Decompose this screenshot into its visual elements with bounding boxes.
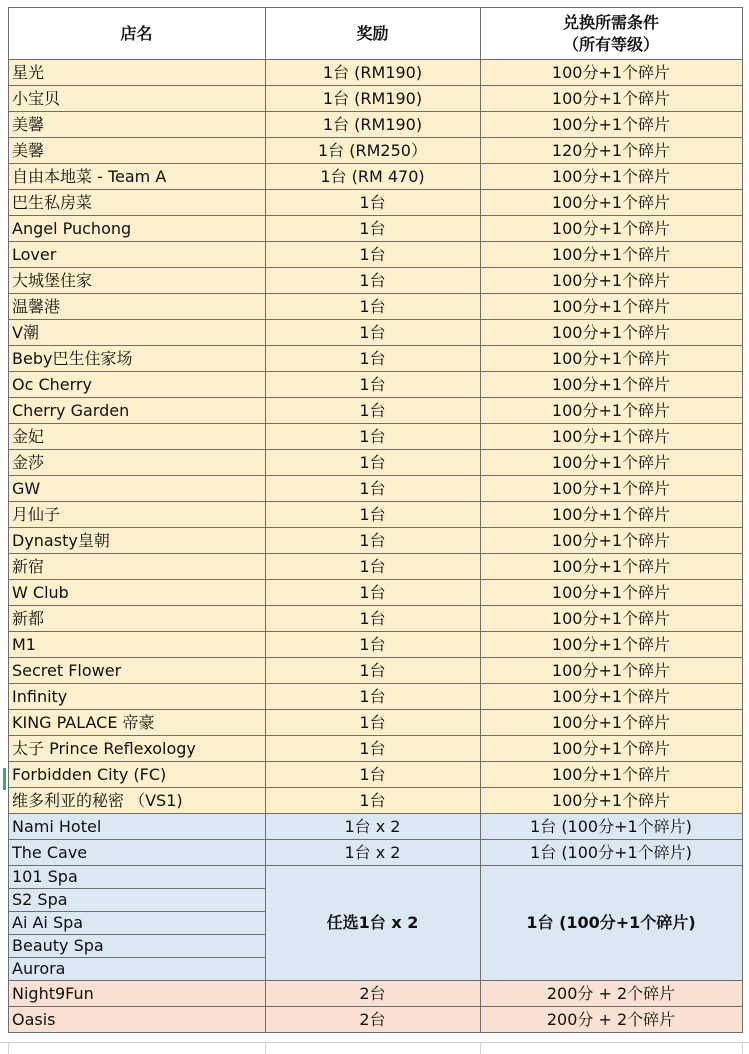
table-row bbox=[9, 138, 743, 164]
reward-cell[interactable]: 1台 bbox=[266, 242, 481, 268]
table-row bbox=[9, 840, 743, 866]
store-name-cell[interactable]: 新都 bbox=[9, 606, 266, 632]
condition-cell[interactable]: 100分+1个碎片 bbox=[481, 424, 743, 450]
condition-cell[interactable]: 100分+1个碎片 bbox=[481, 580, 743, 606]
reward-cell[interactable]: 1台 bbox=[266, 788, 481, 814]
condition-cell[interactable]: 100分+1个碎片 bbox=[481, 450, 743, 476]
reward-cell[interactable]: 1台 bbox=[266, 554, 481, 580]
store-name-cell[interactable]: Forbidden City (FC) bbox=[9, 762, 266, 788]
spa-reward-cell[interactable]: 任选1台 x 2 bbox=[266, 866, 481, 981]
header-row bbox=[9, 8, 743, 60]
header-store-name: 店名 bbox=[9, 8, 266, 60]
table-row bbox=[9, 268, 743, 294]
store-name-cell[interactable]: Dynasty皇朝 bbox=[9, 528, 266, 554]
condition-cell[interactable]: 120分+1个碎片 bbox=[481, 138, 743, 164]
condition-cell[interactable]: 1台 (100分+1个碎片) bbox=[481, 814, 743, 840]
store-name-cell[interactable]: Secret Flower bbox=[9, 658, 266, 684]
reward-cell[interactable]: 1台 bbox=[266, 632, 481, 658]
store-name-cell[interactable]: GW bbox=[9, 476, 266, 502]
condition-cell[interactable]: 100分+1个碎片 bbox=[481, 346, 743, 372]
condition-cell[interactable]: 100分+1个碎片 bbox=[481, 736, 743, 762]
condition-cell[interactable]: 100分+1个碎片 bbox=[481, 684, 743, 710]
spa-condition-cell[interactable]: 1台 (100分+1个碎片) bbox=[481, 866, 743, 981]
spa-name-cell[interactable]: Aurora bbox=[9, 958, 266, 981]
condition-cell[interactable]: 100分+1个碎片 bbox=[481, 710, 743, 736]
table-row bbox=[9, 242, 743, 268]
reward-cell[interactable]: 2台 bbox=[266, 1007, 481, 1033]
reward-cell[interactable]: 1台 bbox=[266, 528, 481, 554]
selected-row-marker bbox=[3, 768, 6, 790]
reward-cell[interactable]: 1台 bbox=[266, 346, 481, 372]
table-row bbox=[9, 320, 743, 346]
condition-cell[interactable]: 100分+1个碎片 bbox=[481, 112, 743, 138]
table-row bbox=[9, 190, 743, 216]
spa-name-cell[interactable]: S2 Spa bbox=[9, 889, 266, 912]
reward-cell[interactable]: 1台 (RM190) bbox=[266, 60, 481, 86]
reward-cell[interactable]: 1台 bbox=[266, 372, 481, 398]
reward-cell[interactable]: 1台 (RM190) bbox=[266, 112, 481, 138]
table-row bbox=[9, 710, 743, 736]
condition-cell[interactable]: 100分+1个碎片 bbox=[481, 606, 743, 632]
store-name-cell[interactable]: 自由本地菜 - Team A bbox=[9, 164, 266, 190]
store-name-cell[interactable]: M1 bbox=[9, 632, 266, 658]
store-name-cell[interactable]: Lover bbox=[9, 242, 266, 268]
table-row bbox=[9, 112, 743, 138]
condition-cell[interactable]: 100分+1个碎片 bbox=[481, 554, 743, 580]
condition-cell[interactable]: 100分+1个碎片 bbox=[481, 242, 743, 268]
table-row bbox=[9, 606, 743, 632]
reward-cell[interactable]: 1台 bbox=[266, 658, 481, 684]
table-row bbox=[9, 684, 743, 710]
condition-cell[interactable]: 100分+1个碎片 bbox=[481, 632, 743, 658]
table-row bbox=[9, 981, 743, 1007]
store-name-cell[interactable]: Cherry Garden bbox=[9, 398, 266, 424]
condition-cell[interactable]: 100分+1个碎片 bbox=[481, 164, 743, 190]
store-name-cell[interactable]: 金妃 bbox=[9, 424, 266, 450]
store-name-cell[interactable]: 星光 bbox=[9, 60, 266, 86]
store-name-cell[interactable]: 月仙子 bbox=[9, 502, 266, 528]
table-row bbox=[9, 372, 743, 398]
condition-cell[interactable]: 100分+1个碎片 bbox=[481, 762, 743, 788]
store-name-cell[interactable]: 美馨 bbox=[9, 112, 266, 138]
condition-cell[interactable]: 200分 + 2个碎片 bbox=[481, 1007, 743, 1033]
table-row bbox=[9, 762, 743, 788]
condition-cell[interactable]: 100分+1个碎片 bbox=[481, 268, 743, 294]
reward-cell[interactable]: 1台 x 2 bbox=[266, 814, 481, 840]
reward-cell[interactable]: 1台 bbox=[266, 398, 481, 424]
table-row bbox=[9, 450, 743, 476]
condition-cell[interactable]: 100分+1个碎片 bbox=[481, 788, 743, 814]
table-row bbox=[9, 476, 743, 502]
table-row bbox=[9, 60, 743, 86]
store-name-cell[interactable]: Night9Fun bbox=[9, 981, 266, 1007]
condition-cell[interactable]: 100分+1个碎片 bbox=[481, 86, 743, 112]
reward-cell[interactable]: 1台 bbox=[266, 294, 481, 320]
reward-cell[interactable]: 1台 bbox=[266, 216, 481, 242]
header-condition-line2: （所有等级） bbox=[562, 34, 659, 54]
table-row bbox=[9, 736, 743, 762]
store-name-cell[interactable]: Oc Cherry bbox=[9, 372, 266, 398]
reward-cell[interactable]: 1台 (RM 470) bbox=[266, 164, 481, 190]
store-name-cell[interactable]: V潮 bbox=[9, 320, 266, 346]
store-name-cell[interactable]: Beby巴生住家场 bbox=[9, 346, 266, 372]
store-name-cell[interactable]: KING PALACE 帝豪 bbox=[9, 710, 266, 736]
condition-cell[interactable]: 100分+1个碎片 bbox=[481, 190, 743, 216]
table-row bbox=[9, 554, 743, 580]
table-row bbox=[9, 528, 743, 554]
reward-cell[interactable]: 1台 bbox=[266, 710, 481, 736]
header-condition bbox=[481, 8, 743, 60]
table-row bbox=[9, 814, 743, 840]
condition-cell[interactable]: 100分+1个碎片 bbox=[481, 320, 743, 346]
store-name-cell[interactable]: 维多利亚的秘密 （VS1) bbox=[9, 788, 266, 814]
table-row bbox=[9, 502, 743, 528]
condition-cell[interactable]: 100分+1个碎片 bbox=[481, 476, 743, 502]
condition-cell[interactable]: 100分+1个碎片 bbox=[481, 528, 743, 554]
table-row bbox=[9, 866, 743, 889]
reward-cell[interactable]: 1台 bbox=[266, 684, 481, 710]
reward-cell[interactable]: 1台 bbox=[266, 736, 481, 762]
reward-cell[interactable]: 1台 (RM250） bbox=[266, 138, 481, 164]
condition-cell[interactable]: 100分+1个碎片 bbox=[481, 502, 743, 528]
reward-cell[interactable]: 1台 bbox=[266, 476, 481, 502]
table-row bbox=[9, 658, 743, 684]
table-row bbox=[9, 346, 743, 372]
header-condition-line1: 兑换所需条件 bbox=[562, 12, 659, 32]
store-name-cell[interactable]: 温馨港 bbox=[9, 294, 266, 320]
table-row bbox=[9, 86, 743, 112]
empty-grid-row bbox=[0, 1042, 749, 1054]
store-name-cell[interactable]: The Cave bbox=[9, 840, 266, 866]
condition-cell[interactable]: 200分 + 2个碎片 bbox=[481, 981, 743, 1007]
store-name-cell[interactable]: 金莎 bbox=[9, 450, 266, 476]
condition-cell[interactable]: 1台 (100分+1个碎片) bbox=[481, 840, 743, 866]
table-row bbox=[9, 1007, 743, 1033]
store-name-cell[interactable]: Oasis bbox=[9, 1007, 266, 1033]
reward-cell[interactable]: 1台 bbox=[266, 320, 481, 346]
condition-cell[interactable]: 100分+1个碎片 bbox=[481, 398, 743, 424]
store-name-cell[interactable]: 美馨 bbox=[9, 138, 266, 164]
reward-cell[interactable]: 1台 bbox=[266, 190, 481, 216]
table-row bbox=[9, 788, 743, 814]
store-name-cell[interactable]: Nami Hotel bbox=[9, 814, 266, 840]
store-name-cell[interactable]: 大城堡住家 bbox=[9, 268, 266, 294]
table-row bbox=[9, 580, 743, 606]
reward-cell[interactable]: 2台 bbox=[266, 981, 481, 1007]
table-row bbox=[9, 216, 743, 242]
table-row bbox=[9, 632, 743, 658]
table-row bbox=[9, 424, 743, 450]
rewards-table bbox=[8, 7, 743, 1033]
condition-cell[interactable]: 100分+1个碎片 bbox=[481, 372, 743, 398]
reward-cell[interactable]: 1台 bbox=[266, 424, 481, 450]
header-reward: 奖励 bbox=[266, 8, 481, 60]
table-row bbox=[9, 164, 743, 190]
reward-cell[interactable]: 1台 x 2 bbox=[266, 840, 481, 866]
store-name-cell[interactable]: 小宝贝 bbox=[9, 86, 266, 112]
reward-cell[interactable]: 1台 bbox=[266, 606, 481, 632]
table-body bbox=[9, 60, 743, 1033]
store-name-cell[interactable]: 太子 Prince Reflexology bbox=[9, 736, 266, 762]
reward-cell[interactable]: 1台 bbox=[266, 762, 481, 788]
store-name-cell[interactable]: W Club bbox=[9, 580, 266, 606]
reward-cell[interactable]: 1台 bbox=[266, 450, 481, 476]
condition-cell[interactable]: 100分+1个碎片 bbox=[481, 294, 743, 320]
condition-cell[interactable]: 100分+1个碎片 bbox=[481, 216, 743, 242]
table-row bbox=[9, 398, 743, 424]
store-name-cell[interactable]: Infinity bbox=[9, 684, 266, 710]
reward-cell[interactable]: 1台 bbox=[266, 502, 481, 528]
condition-cell[interactable]: 100分+1个碎片 bbox=[481, 60, 743, 86]
store-name-cell[interactable]: 新宿 bbox=[9, 554, 266, 580]
store-name-cell[interactable]: 巴生私房菜 bbox=[9, 190, 266, 216]
spa-name-cell[interactable]: Ai Ai Spa bbox=[9, 912, 266, 935]
spa-name-cell[interactable]: Beauty Spa bbox=[9, 935, 266, 958]
condition-cell[interactable]: 100分+1个碎片 bbox=[481, 658, 743, 684]
table-row bbox=[9, 294, 743, 320]
store-name-cell[interactable]: Angel Puchong bbox=[9, 216, 266, 242]
reward-cell[interactable]: 1台 (RM190) bbox=[266, 86, 481, 112]
reward-cell[interactable]: 1台 bbox=[266, 268, 481, 294]
reward-cell[interactable]: 1台 bbox=[266, 580, 481, 606]
spa-name-cell[interactable]: 101 Spa bbox=[9, 866, 266, 889]
